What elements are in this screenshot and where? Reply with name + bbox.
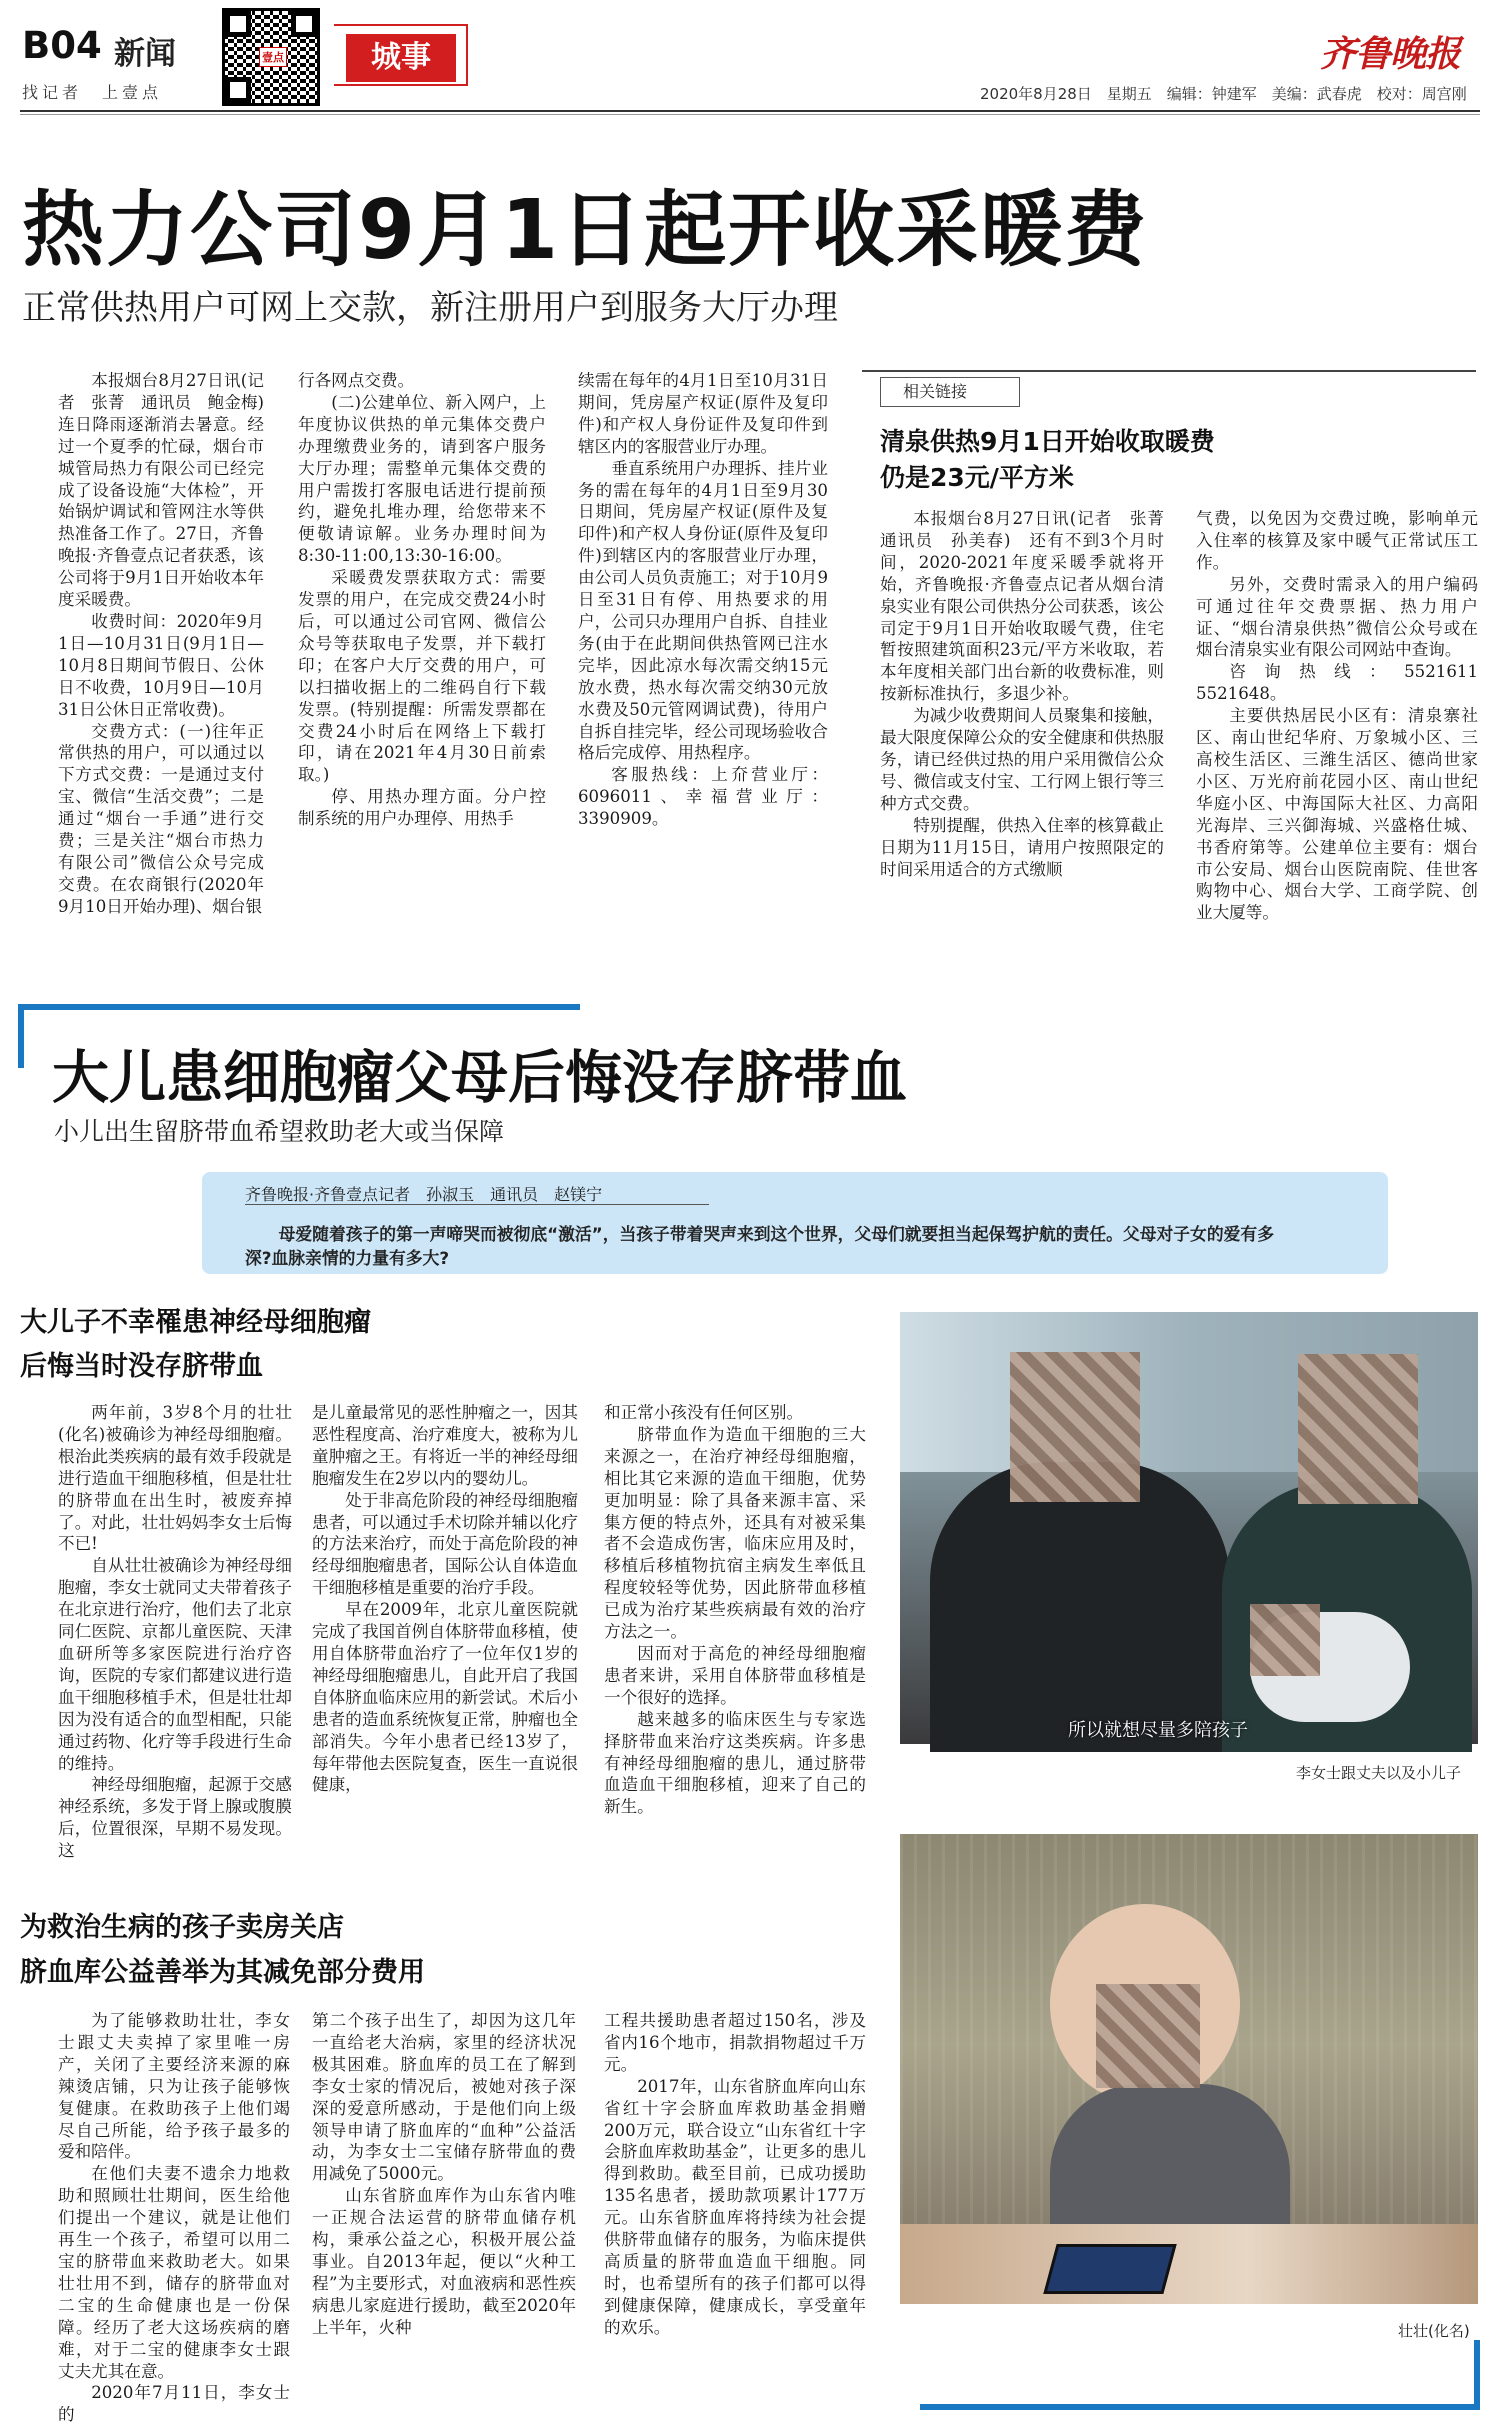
article2-para: 两年前，3岁8个月的壮壮(化名)被确诊为神经母细胞瘤。根治此类疾病的最有效手段就是进行造血干细胞移植，但是壮壮的脐带血在出生时，被废弃掉了。对此，壮壮妈妈李女士后悔不已! bbox=[58, 1403, 292, 1554]
article1-para: (二)公建单位、新入网户，上年度协议供热的单元集体交费户办理缴费业务的，请到客户服务大厅办理；需整单元集体交费的用户需拨打客服电话进行提前预约，避免扎堆办理，给您带来不便敬请谅解。业务办理时间为8:30-11:00,13:30-16:00。 bbox=[298, 392, 546, 566]
article2-para: 在他们夫妻不遗余力地救助和照顾壮壮期间，医生给他们提出一个建议，就是让他们再生一个孩子，希望可以用二宝的脐带血来救助老大。如果壮壮用不到，储存的脐带血对二宝的生命健康也是一份保障。经历了老大这场疾病的磨难，对于二宝的健康李女士跟丈夫尤其在意。 bbox=[58, 2164, 290, 2381]
page-number: B04 bbox=[22, 24, 102, 67]
article2-frame-left bbox=[18, 1004, 24, 1068]
article2-lead: 母爱随着孩子的第一声啼哭而被彻底“激活”，当孩子带着哭声来到这个世界，父母们就要担当起保驾护航的责任。父母对子女的爱有多深?血脉亲情的力量有多大? bbox=[245, 1224, 1274, 1268]
article1-para: 行各网点交费。 bbox=[298, 371, 415, 390]
sidebar-column-1 bbox=[880, 508, 1181, 880]
article2-para: 越来越多的临床医生与专家选择脐带血来治疗这类疾病。许多患有神经母细胞瘤的患儿，通过脐带血造血干细胞移植，迎来了自己的新生。 bbox=[604, 1709, 866, 1817]
photo-child-label: 壮壮(化名) bbox=[1398, 2322, 1470, 2340]
article2-col-3 bbox=[604, 1402, 866, 1818]
sidebar-para: 咨询热线：5521611 5521648。 bbox=[1196, 662, 1495, 704]
masthead-logo: 齐鲁晚报 bbox=[1320, 33, 1461, 75]
city-tag: 城事 bbox=[346, 34, 456, 82]
article1-para: 采暖费发票获取方式：需要发票的用户，在完成交费24小时后，可以通过公司官网、微信公众号等获取电子发票，并下载打印；在客户大厅交费的用户，可以扫描收据上的二维码自行下载发票。(特别提醒：所需发票都在交费24小时后在网络上下载打印，请在2021年4月30日前索取。) bbox=[298, 568, 546, 785]
article1-title: 热力公司9月1日起开收采暖费 bbox=[22, 183, 1149, 278]
article2-para: 因而对于高危的神经母细胞瘤患者来讲，采用自体脐带血移植是一个很好的选择。 bbox=[604, 1643, 866, 1707]
article2-col-5 bbox=[312, 2010, 576, 2339]
article2-frame-bottom bbox=[920, 2404, 1480, 2410]
sidebar-para: 主要供热居民小区有：清泉寨社区、南山世纪华府、万象城小区、三高校生活区、三潍生活区、德尚世家小区、万光府前花园小区、南山世纪华庭小区、中海国际大社区、力高阳光海岸、三兴御海城、兴盛格仕城、书香府第等。公建单位主要有：烟台市公安局、烟台山医院南院、佳世客购物中心、烟台大学、工商学院、创业大厦等。 bbox=[1196, 706, 1478, 923]
sidebar-rule bbox=[862, 370, 1476, 372]
article2-subtitle: 小儿出生留脐带血希望救助老大或当保障 bbox=[54, 1117, 505, 1146]
photo-family bbox=[900, 1312, 1478, 1744]
article2-para: 工程共援助患者超过150名，涉及省内16个地市，捐款捐物超过千万元。 bbox=[604, 2011, 866, 2074]
sidebar-para: 本报烟台8月27日讯(记者 张菁 通讯员 孙美春) 还有不到3个月时间，2020-2021年度采暖季就将开始，齐鲁晚报·齐鲁壹点记者从烟台清泉实业有限公司供热分公司获悉，该公司定于9月1日开始收取暖气费，住宅暂按照建筑面积23元/平方米收取，若本年度相关部门出台新的收费标准，则按新标准执行，多退少补。 bbox=[880, 509, 1181, 704]
article2-col-6 bbox=[604, 2010, 866, 2339]
sidebar-column-2 bbox=[1196, 508, 1495, 924]
sidebar-para: 为减少收费期间人员聚集和接触，最大限度保障公众的安全健康和供热服务，请已经供过热的用户采用微信公众号、微信或支付宝、工行网上银行等三种方式交费。 bbox=[880, 706, 1164, 813]
sidebar-para: 气费，以免因为交费过晚，影响单元入住率的核算及家中暖气正常试压工作。 bbox=[1196, 509, 1478, 572]
sidebar-title-2: 仍是23元/平方米 bbox=[880, 463, 1074, 492]
article2-title: 大儿患细胞瘤父母后悔没存脐带血 bbox=[52, 1045, 907, 1111]
sidebar-para: 特别提醒，供热入住率的核算截止日期为11月15日，请用户按照限定的时间采用适合的方式缴顺 bbox=[880, 815, 1164, 879]
article2-para: 是儿童最常见的恶性肿瘤之一，因其恶性程度高、治疗难度大，被称为儿童肿瘤之王。有将近一半的神经母细胞瘤发生在2岁以内的婴幼儿。 bbox=[312, 1403, 578, 1488]
article2-para: 为了能够救助壮壮，李女士跟丈夫卖掉了家里唯一房产，关闭了主要经济来源的麻辣烫店铺，只为让孩子能够恢复健康。在救助孩子上他们竭尽自己所能，给予孩子最多的爱和陪伴。 bbox=[58, 2011, 290, 2162]
article2-frame-right bbox=[1474, 2340, 1480, 2410]
article2-para: 第二个孩子出生了，却因为这几年一直给老大治病，家里的经济状况极其困难。脐血库的员工在了解到李女士家的情况后，被她对孩子深深的爱意所感动，于是他们向上级领导申请了脐血库的“血种”公益活动，为李女士二宝储存脐带血的费用减免了5000元。 bbox=[312, 2011, 576, 2184]
article2-para: 处于非高危阶段的神经母细胞瘤患者，可以通过手术切除并辅以化疗的方法来治疗，而处于高危阶段的神经母细胞瘤患者，国际公认自体造血干细胞移植是重要的治疗手段。 bbox=[312, 1490, 578, 1598]
subhead-1b: 后悔当时没存脐带血 bbox=[20, 1351, 263, 1382]
article1-para: 收费时间：2020年9月1日—10月31日(9月1日—10月8日期间节假日、公休日不收费，10月9日—10月31日公休日正常收费)。 bbox=[58, 611, 264, 719]
header-tagline: 找记者 上壹点 bbox=[22, 83, 163, 102]
date-line: 2020年8月28日 星期五 编辑：钟建军 美编：武春虎 校对：周宫刚 bbox=[980, 85, 1467, 103]
article2-col-2 bbox=[312, 1402, 578, 1796]
article1-column-3 bbox=[578, 370, 828, 830]
article2-para: 神经母细胞瘤，起源于交感神经系统，多发于肾上腺或腹膜后，位置很深，早期不易发现。这 bbox=[58, 1775, 292, 1861]
article1-column-1 bbox=[58, 370, 281, 918]
article2-byline: 齐鲁晚报·齐鲁壹点记者 孙淑玉 通讯员 赵镁宁 bbox=[245, 1185, 603, 1204]
article1-subtitle: 正常供热用户可网上交款，新注册用户到服务大厅办理 bbox=[22, 288, 838, 328]
article1-para: 客服热线：上夼营业厅：6096011、幸福营业厅：3390909。 bbox=[578, 765, 828, 829]
header-rule bbox=[20, 110, 1480, 112]
article1-para: 交费方式：(一)往年正常供热的用户，可以通过以下方式交费：一是通过支付宝、微信“生活交费”；二是通过“烟台一手通”进行交费；三是关注“烟台市热力有限公司”微信公众号完成交费。在农商银行(2020年9月10日开始办理)、烟台银 bbox=[58, 721, 264, 916]
article2-col-4 bbox=[58, 2010, 290, 2426]
article2-para: 脐带血作为造血干细胞的三大来源之一，在治疗神经母细胞瘤，相比其它来源的造血干细胞，优势更加明显：除了具备来源丰富、采集方便的特点外，还具有对被采集者不会造成伤害，临床应用及时，移植后移植物抗宿主病发生率低且程度较轻等优势，因此脐带血移植已成为治疗某些疾病最有效的治疗方法之一。 bbox=[604, 1424, 866, 1642]
article1-para: 停、用热办理方面。分户控制系统的用户办理停、用热手 bbox=[298, 787, 546, 829]
subhead-2a: 为救治生病的孩子卖房关店 bbox=[20, 1912, 344, 1943]
article2-para: 和正常小孩没有任何区别。 bbox=[604, 1403, 804, 1422]
article1-column-2 bbox=[298, 370, 546, 830]
section-name: 新闻 bbox=[114, 36, 176, 72]
article1-para: 续需在每年的4月1日至10月31日期间，凭房屋产权证(原件及复印件)和产权人身份证件及复印件到辖区内的客服营业厅办理。 bbox=[578, 371, 828, 456]
qr-code[interactable] bbox=[222, 8, 320, 106]
subhead-2b: 脐血库公益善举为其减免部分费用 bbox=[20, 1957, 425, 1988]
byline-underline bbox=[245, 1204, 709, 1205]
article2-para: 早在2009年，北京儿童医院就完成了我国首例自体脐带血移植，使用自体脐带血治疗了一位年仅1岁的神经母细胞瘤患儿，自此开启了我国自体脐血临床应用的新尝试。术后小患者的造血系统恢复正常，肿瘤也全部消失。今年小患者已经13岁了，每年带他去医院复查，医生一直说很健康， bbox=[312, 1600, 578, 1795]
qr-logo-label: 壹点 bbox=[259, 47, 287, 67]
article2-para: 2017年，山东省脐血库向山东省红十字会脐血库救助基金捐赠200万元，联合设立“山东省红十字会脐血库救助基金”，让更多的患儿得到救助。截至目前，已成功援助135名患者，援助款项累计177万元。山东省脐血库将持续为社会提供脐带血储存的服务，为临床提供高质量的脐带血造血干细胞。同时，也希望所有的孩子们都可以得到健康保障，健康成长，享受童年的欢乐。 bbox=[604, 2076, 866, 2337]
photo-family-label: 李女士跟丈夫以及小儿子 bbox=[1296, 1764, 1462, 1782]
article2-col-1 bbox=[58, 1402, 292, 1862]
sidebar-tag-label: 相关链接 bbox=[903, 382, 968, 401]
photo-family-caption: 所以就想尽量多陪孩子 bbox=[1068, 1720, 1248, 1741]
article2-para: 2020年7月11日，李女士的 bbox=[58, 2383, 290, 2425]
article1-para: 垂直系统用户办理拆、挂片业务的需在每年的4月1日至9月30日期间，凭房屋产权证(原件及复印件)和产权人身份证(原件及复印件)到辖区内的客服营业厅办理，由公司人员负责施工；对于10月9日至31日有停、用热要求的用户，公司只办理用户自拆、自挂业务(由于在此期间供热管网已注水完毕，因此凉水每次需交纳15元放水费，热水每次需交纳30元放水费及50元管网调试费)，待用户自拆自挂完毕，经公司现场验收合格后完成停、用热程序。 bbox=[578, 458, 828, 763]
header-rule-thin bbox=[20, 114, 1480, 115]
article2-para: 自从壮壮被确诊为神经母细胞瘤，李女士就同丈夫带着孩子在北京进行治疗，他们去了北京同仁医院、京都儿童医院、天津血研所等多家医院进行治疗咨询，医院的专家们都建议进行造血干细胞移植手术，但是壮壮却因为没有适合的血型相配，只能通过药物、化疗等手段进行生命的维持。 bbox=[58, 1556, 292, 1773]
photo-child bbox=[900, 1834, 1478, 2304]
sidebar-title-1: 清泉供热9月1日开始收取暖费 bbox=[880, 427, 1215, 456]
subhead-1a: 大儿子不幸罹患神经母细胞瘤 bbox=[20, 1307, 371, 1338]
article1-para: 本报烟台8月27日讯(记者 张菁 通讯员 鲍金梅) 连日降雨逐渐消去暑意。经过一个夏季的忙碌，烟台市城管局热力有限公司已经完成了设备设施“大体检”，开始锅炉调试和管网注水等供热准备工作了。27日，齐鲁晚报·齐鲁壹点记者获悉，该公司将于9月1日开始收本年度采暖费。 bbox=[58, 371, 281, 610]
article2-frame-top bbox=[18, 1004, 580, 1010]
article2-para: 山东省脐血库作为山东省内唯一正规合法运营的脐带血储存机构，秉承公益之心，积极开展公益事业。自2013年起，便以“火种工程”为主要形式，对血液病和恶性疾病患儿家庭进行援助，截至2020年上半年，火种 bbox=[312, 2186, 576, 2337]
sidebar-para: 另外，交费时需录入的用户编码可通过往年交费票据、热力用户证、“烟台清泉供热”微信公众号或在烟台清泉实业有限公司网站中查询。 bbox=[1196, 574, 1478, 660]
sidebar-tag bbox=[880, 377, 1020, 407]
